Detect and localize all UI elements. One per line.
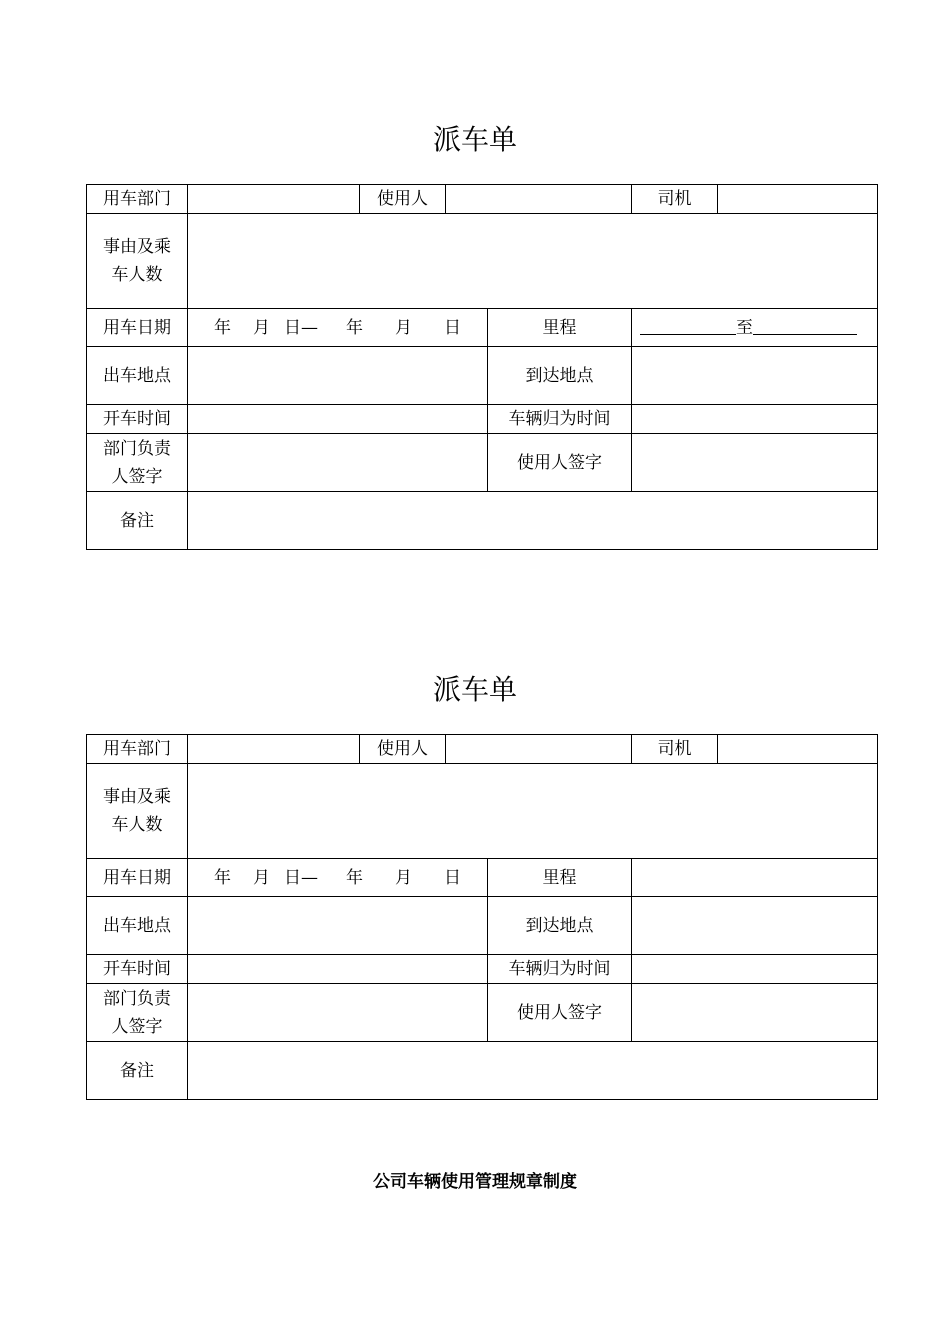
- date-label: 用车日期: [87, 309, 188, 347]
- mileage-end-line[interactable]: [753, 316, 857, 335]
- remark-label: 备注: [87, 492, 188, 550]
- date-year-2: 年: [346, 317, 363, 338]
- reason-label-line2: 车人数: [111, 265, 163, 285]
- date-month-2: 月: [395, 317, 412, 338]
- reason-label-line1: 事由及乘: [103, 787, 171, 807]
- remark-label: 备注: [87, 1042, 188, 1100]
- driver-label: 司机: [632, 735, 718, 764]
- depart-place-field[interactable]: [188, 347, 488, 405]
- reason-label-line1: 事由及乘: [103, 237, 171, 257]
- reason-field[interactable]: [188, 214, 878, 309]
- user-sign-field[interactable]: [632, 434, 878, 492]
- regulation-heading: 公司车辆使用管理规章制度: [373, 1172, 577, 1192]
- user-label: 使用人: [360, 735, 446, 764]
- dept-sign-label: [87, 434, 188, 492]
- driver-field[interactable]: [718, 735, 878, 764]
- date-month-2: 月: [395, 867, 412, 888]
- date-label: 用车日期: [87, 859, 188, 897]
- depart-place-label: 出车地点: [87, 347, 188, 405]
- reason-label-line2: 车人数: [111, 815, 163, 835]
- arrive-place-label: 到达地点: [488, 897, 632, 955]
- form-1-title: 派车单: [432, 123, 517, 156]
- date-year: 年: [214, 867, 231, 888]
- reason-label: [87, 764, 188, 859]
- dispatch-form-2: [86, 734, 878, 1100]
- date-month: 月: [253, 317, 270, 338]
- dept-sign-label-line2: 人签字: [111, 1016, 163, 1037]
- date-day-2: 日: [444, 867, 461, 888]
- return-time-field[interactable]: [632, 955, 878, 984]
- return-time-field[interactable]: [632, 405, 878, 434]
- user-sign-field[interactable]: [632, 984, 878, 1042]
- user-field[interactable]: [446, 185, 632, 214]
- reason-label: [87, 214, 188, 309]
- dept-field[interactable]: [188, 185, 360, 214]
- dept-field[interactable]: [188, 735, 360, 764]
- mileage-start-line[interactable]: [640, 316, 736, 335]
- mileage-to: 至: [736, 317, 753, 338]
- depart-place-label: 出车地点: [87, 897, 188, 955]
- driver-label: 司机: [632, 185, 718, 214]
- mileage-label: 里程: [488, 859, 632, 897]
- dept-sign-field[interactable]: [188, 984, 488, 1042]
- dept-sign-field[interactable]: [188, 434, 488, 492]
- dispatch-form-1: [86, 184, 878, 550]
- dept-sign-label-line1: 部门负责: [103, 988, 171, 1009]
- user-sign-label: 使用人签字: [488, 984, 632, 1042]
- arrive-place-field[interactable]: [632, 897, 878, 955]
- date-year-2: 年: [346, 867, 363, 888]
- arrive-place-label: 到达地点: [488, 347, 632, 405]
- date-day-dash: 日—: [284, 867, 318, 888]
- dept-sign-label-line1: 部门负责: [103, 438, 171, 459]
- dept-label: 用车部门: [87, 185, 188, 214]
- depart-time-field[interactable]: [188, 955, 488, 984]
- return-time-label: 车辆归为时间: [488, 955, 632, 984]
- user-sign-label: 使用人签字: [488, 434, 632, 492]
- dept-sign-label: [87, 984, 188, 1042]
- dept-sign-label-line2: 人签字: [111, 466, 163, 487]
- dept-label: 用车部门: [87, 735, 188, 764]
- mileage-field[interactable]: [632, 859, 878, 897]
- date-year: 年: [214, 317, 231, 338]
- depart-time-label: 开车时间: [87, 405, 188, 434]
- depart-time-field[interactable]: [188, 405, 488, 434]
- remark-field[interactable]: [188, 1042, 878, 1100]
- user-label: 使用人: [360, 185, 446, 214]
- date-day-dash: 日—: [284, 317, 318, 338]
- date-day-2: 日: [444, 317, 461, 338]
- depart-place-field[interactable]: [188, 897, 488, 955]
- date-month: 月: [253, 867, 270, 888]
- form-2-title: 派车单: [432, 673, 517, 706]
- mileage-label: 里程: [488, 309, 632, 347]
- depart-time-label: 开车时间: [87, 955, 188, 984]
- mileage-field[interactable]: [632, 309, 878, 347]
- user-field[interactable]: [446, 735, 632, 764]
- reason-field[interactable]: [188, 764, 878, 859]
- arrive-place-field[interactable]: [632, 347, 878, 405]
- date-field[interactable]: [188, 859, 488, 897]
- return-time-label: 车辆归为时间: [488, 405, 632, 434]
- driver-field[interactable]: [718, 185, 878, 214]
- remark-field[interactable]: [188, 492, 878, 550]
- date-field[interactable]: [188, 309, 488, 347]
